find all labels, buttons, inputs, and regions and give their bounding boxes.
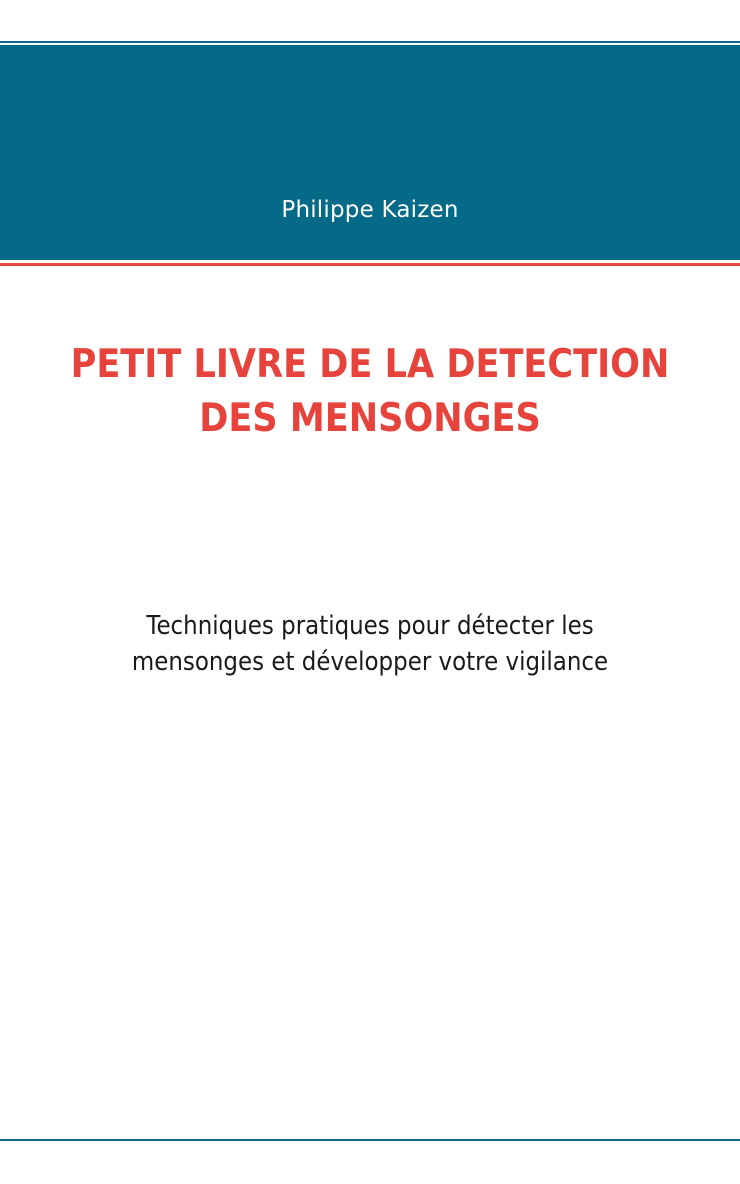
subtitle-line-2: mensonges et développer votre vigilance: [131, 647, 609, 677]
subtitle-line-1: Techniques pratiques pour détecter les: [146, 611, 594, 641]
title-line-2: DES MENSONGES: [199, 396, 541, 441]
author-band: [0, 45, 740, 260]
top-divider: [0, 41, 740, 43]
bottom-divider: [0, 1139, 740, 1141]
accent-divider: [0, 263, 740, 266]
book-subtitle: [64, 608, 676, 680]
book-title: [64, 338, 676, 446]
author-name: Philippe Kaizen: [281, 197, 459, 223]
title-line-1: PETIT LIVRE DE LA DETECTION: [70, 342, 670, 387]
